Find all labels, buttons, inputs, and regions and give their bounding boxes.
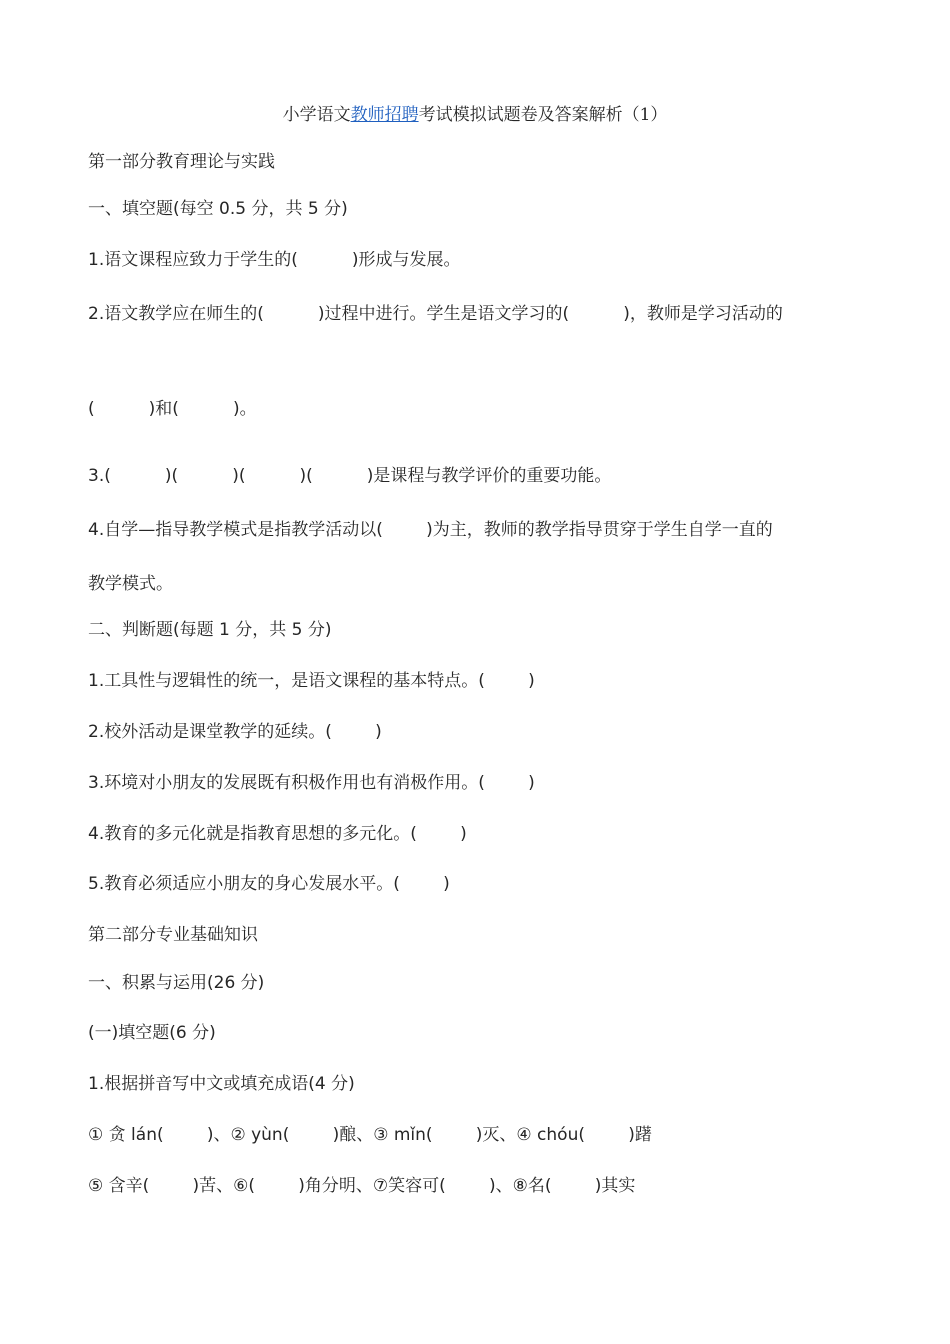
- section-fill-in-heading: 一、填空题(每空 0.5 分，共 5 分): [88, 199, 348, 219]
- part-one-heading: 第一部分教育理论与实践: [88, 152, 275, 172]
- section-judge-heading: 二、判断题(每题 1 分，共 5 分): [88, 620, 332, 640]
- question-fill-2: 2.语文教学应在师生的( )过程中进行。学生是语文学习的( )，教师是学习活动的: [88, 304, 783, 324]
- question-fill-1: 1.语文课程应致力于学生的( )形成与发展。: [88, 250, 461, 270]
- title-link[interactable]: 教师招聘: [350, 105, 419, 125]
- part-two-heading: 第二部分专业基础知识: [88, 925, 258, 945]
- section-accumulation-heading: 一、积累与运用(26 分): [88, 973, 265, 993]
- title-prefix: 小学语文: [282, 105, 351, 125]
- question-judge-1: 1.工具性与逻辑性的统一，是语文课程的基本特点。( ): [88, 671, 535, 691]
- question-fill-3: 3.( )( )( )( )是课程与教学评价的重要功能。: [88, 466, 612, 486]
- question-judge-4: 4.教育的多元化就是指教育思想的多元化。( ): [88, 824, 467, 844]
- question-judge-5: 5.教育必须适应小朋友的身心发展水平。( ): [88, 874, 450, 894]
- document-title: [0, 100, 950, 125]
- title-suffix: 考试模拟试题卷及答案解析（1）: [418, 105, 668, 125]
- question-judge-2: 2.校外活动是课堂教学的延续。( ): [88, 722, 382, 742]
- subsection-fill-heading: (一)填空题(6 分): [88, 1023, 216, 1043]
- pinyin-items-row-2: ⑤ 含辛( )苦、⑥( )角分明、⑦笑容可( )、⑧名( )其实: [88, 1176, 636, 1196]
- question-judge-3: 3.环境对小朋友的发展既有积极作用也有消极作用。( ): [88, 773, 535, 793]
- question-fill-4-cont: 教学模式。: [88, 574, 173, 594]
- question-fill-4: 4.自学—指导教学模式是指教学活动以( )为主，教师的教学指导贯穿于学生自学一直的: [88, 520, 773, 540]
- question-pinyin-1: 1.根据拼音写中文或填充成语(4 分): [88, 1074, 355, 1094]
- pinyin-items-row-1: ① 贪 lán( )、② yùn( )酿、③ mǐn( )灭、④ chóu( )躇: [88, 1125, 652, 1145]
- question-fill-2-cont: ( )和( )。: [88, 399, 257, 419]
